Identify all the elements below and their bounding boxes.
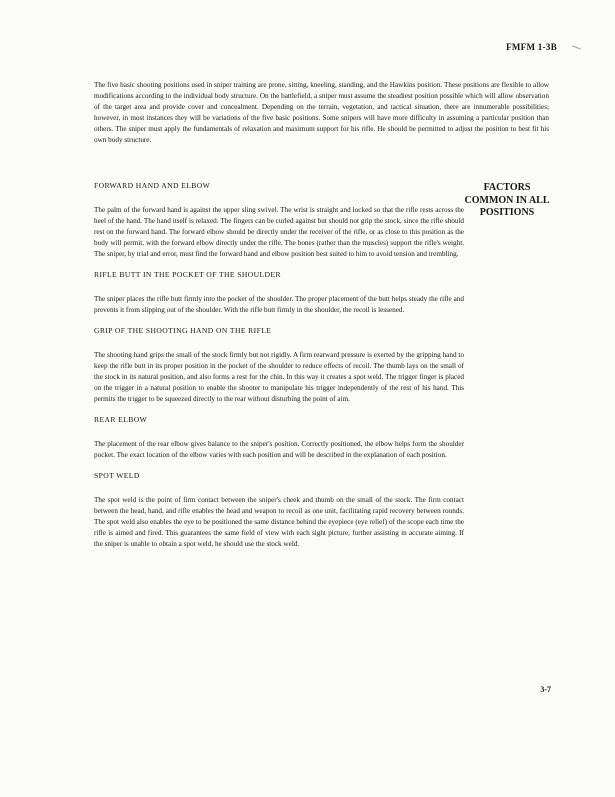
intro-paragraph: [94, 80, 549, 146]
section-heading: GRIP OF THE SHOOTING HAND ON THE RIFLE: [94, 326, 272, 335]
section-text: The palm of the forward hand is against the upper sling swivel. The wrist is straight and locked so that the rifle rests across the heel of the hand. The hand itself is relaxed. The fingers can be curled against but should not grip the stock, since the rifle should rest on the forward hand. The forward elbow should be directly under the receiver of the rifle, or as close to this position as the body will permit, with the forward elbow directly under the rifle. The bones (rather than the muscles) support the rifle's weight. The sniper, by trial and error, must find the forward hand and elbow position best suited to him to avoid tension and trembling.: [94, 206, 464, 258]
section-text: The sniper places the rifle butt firmly into the pocket of the shoulder. The proper placement of the butt helps steady the rifle and prevents it from slipping out of the shoulder. With the rifle butt firmly in the shoulder, the recoil is lessened.: [94, 295, 464, 314]
section-heading: SPOT WELD: [94, 471, 140, 480]
section-text: The shooting hand grips the small of the stock firmly but not rigidly. A firm rearward pressure is exerted by the gripping hand to keep the rifle butt in its proper position in the pocket of the shoulder to reduce effects of recoil. The thumb lays on the small of the stock in its natural position, and also forms a rest for the chin. In this way it creates a spot weld. The trigger finger is placed on the trigger in a natural position to enable the shooter to manipulate his trigger independently of the rest of his hand. This permits the trigger to be squeezed directly to the rear without disturbing the point of aim.: [94, 351, 464, 403]
section-spot-weld: [94, 471, 464, 550]
section-rear-elbow: [94, 415, 464, 461]
section-rifle-butt: [94, 270, 464, 316]
section-heading: RIFLE BUTT IN THE POCKET OF THE SHOULDER: [94, 270, 281, 279]
sidebar-line-1: FACTORS: [483, 182, 531, 193]
document-id-header: FMFM 1-3B: [506, 42, 557, 52]
sidebar-heading: [452, 182, 562, 220]
page-number: 3-7: [540, 685, 551, 694]
section-heading: REAR ELBOW: [94, 415, 148, 424]
section-text: The spot weld is the point of firm contact between the sniper's cheek and thumb on the small of the stock. The firm contact between the head, hand, and rifle enables the head and weapon to recoil as one unit, facilitating rapid recovery between rounds. The spot weld also enables the eye to be positioned the same distance behind the eyepiece (eye relief) of the scope each time the rifle is aimed and fired. This guarantees the same field of view with each sight picture, further assisting in accurate aiming. If the sniper is unable to obtain a spot weld, he should use the stock weld.: [94, 496, 464, 548]
scan-mark: [572, 45, 581, 49]
section-heading: FORWARD HAND AND ELBOW: [94, 181, 211, 190]
body-column: [94, 181, 464, 560]
section-forward-hand-and-elbow: [94, 181, 464, 260]
section-grip-of-shooting-hand: [94, 326, 464, 405]
section-text: The placement of the rear elbow gives balance to the sniper's position. Correctly positioned, the elbow helps form the shoulder pocket. The exact location of the elbow varies with each position and will be described in the explanation of each position.: [94, 440, 464, 459]
sidebar-line-2: COMMON IN ALL: [464, 194, 550, 206]
sidebar-line-3: POSITIONS: [479, 207, 535, 218]
intro-text: The five basic shooting positions used in sniper training are prone, sitting, kneeling, standing, and the Hawkins position. These positions are flexible to allow modifications according to the individual body structure. On the battlefield, a sniper must assume the steadiest position possible which will allow observation of the target area and provide cover and concealment. Depending on the terrain, vegetation, and tactical situation, there are innumerable possibilities; however, in most instances they will be variations of the five basic positions. Some snipers will have more difficulty in assuming a particular position than others. The sniper must apply the fundamentals of relaxation and maximum support for his rifle. He should be permitted to adjust the position to best fit his own body structure.: [94, 81, 549, 144]
